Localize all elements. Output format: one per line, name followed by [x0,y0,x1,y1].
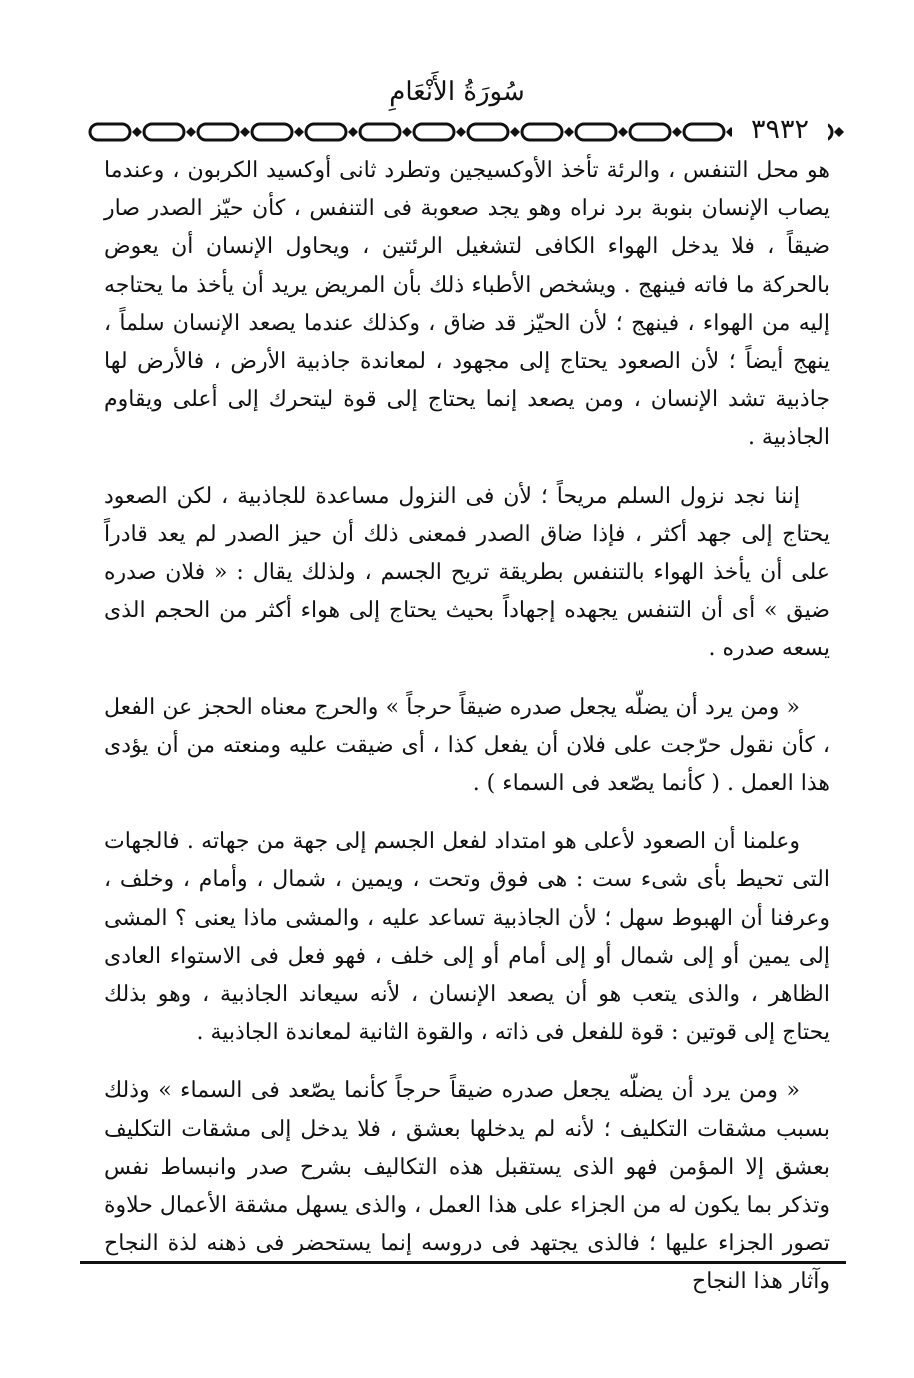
chain-link-6 [414,124,454,140]
chain-diamond-6 [456,127,466,137]
chain-link-5 [360,124,400,140]
chain-link-11 [684,124,724,140]
chain-link-7 [468,124,508,140]
chain-diamond-2 [240,127,250,137]
chain-diamond-1 [186,127,196,137]
chain-diamond-7 [510,127,520,137]
paragraph-3: « ومن يرد أن يضلّه يجعل صدره ضيقاً حرجاً » والحرج معناه الحجز عن الفعل ، كأن نقول حرّجت على فلان أن يفعل كذا ، أى ضيقت عليه ومنعته من أن يؤدى هذا العمل . ( كأنما يصّعد فى السماء ) . [104,694,830,797]
chain-link-9 [576,124,616,140]
chain-link-3 [252,124,292,140]
chain-diamond-9 [618,127,628,137]
paragraph-2: إننا نجد نزول السلم مريحاً ؛ لأن فى النزول مساعدة للجاذبية ، لكن الصعود يحتاج إلى جهد أكثر ، فإذا ضاق الصدر فمعنى ذلك أن حيز الصدر لم يعد قادراً على أن يأخذ الهواء بالتنفس بطريقة تريح الجسم ، ولذلك يقال : « فلان صدره ضيق » أى أن التنفس يجهده إجهاداً بحيث يحتاج إلى هواء أكثر من الحجم الذى يسعه صدره . [104,483,830,662]
surah-title: سُورَةُ الأَنْعَامِ [389,77,525,107]
page-number: ٣٩٣٢ [732,112,828,148]
chain-diamond-0 [132,127,142,137]
chain-diamond-13 [834,127,844,137]
chain-link-0 [90,124,130,140]
main-text [104,152,830,1322]
paragraph-1: هو محل التنفس ، والرئة تأخذ الأوكسيجين وتطرد ثانى أوكسيد الكربون ، وعندما يصاب الإنسان بنوبة برد نراه وهو يجد صعوبة فى التنفس ، كأن حيّز الصدر صار ضيقاً ، فلا يدخل الهواء الكافى لتشغيل الرئتين ، ويحاول الإنسان أن يعوض بالحركة ما فاته فينهج . ويشخص الأطباء ذلك بأن المريض يريد أن يأخذ ما يحتاجه إليه من الهواء ، فينهج ؛ لأن الحيّز قد ضاق ، وكذلك عندما يصعد الإنسان سلماً ، ينهج أيضاً ؛ لأن الصعود يحتاج إلى مجهود ، لمعاندة جاذبية الأرض ، فالأرض لها جاذبية تشد الإنسان ، ومن يصعد إنما يحتاج إلى قوة ليتحرك إلى أعلى ويقاوم الجاذبية . [104,158,830,451]
chain-diamond-5 [402,127,412,137]
paragraph-5: « ومن يرد أن يضلّه يجعل صدره ضيقاً حرجاً كأنما يصّعد فى السماء » وذلك بسبب مشقات التكليف ؛ لأنه لم يدخلها بعشق ، فلا يدخل إلى مشقات التكليف بعشق إلا المؤمن فهو الذى يستقبل هذه التكاليف بشرح صدر وانبساط نفس وتذكر بما يكون له من الجزاء على هذا العمل ، والذى يسهل مشقة الأعمال حلاوة تصور الجزاء عليها ؛ فالذى يجتهد فى دروسه إنما يستحضر فى ذهنه لذة النجاح وآثار هذا النجاح [104,1078,830,1295]
chain-link-1 [144,124,184,140]
footer-rule [80,1261,846,1264]
chain-diamond-8 [564,127,574,137]
chain-link-8 [522,124,562,140]
chain-diamond-10 [672,127,682,137]
chain-diamond-4 [348,127,358,137]
chain-diamond-3 [294,127,304,137]
chain-link-2 [198,124,238,140]
paragraph-4: وعلمنا أن الصعود لأعلى هو امتداد لفعل الجسم إلى جهة من جهاته . فالجهات التى تحيط بأى شىء ست : هى فوق وتحت ، ويمين ، شمال ، وأمام ، وخلف ، وعرفنا أن الهبوط سهل ؛ لأن الجاذبية تساعد عليه ، والمشى ماذا يعنى ؟ المشى إلى يمين أو إلى شمال أو إلى أمام أو إلى خلف ، فهو فعل فى الاستواء العادى الظاهر ، والذى يتعب هو أن يصعد الإنسان ، لأنه سيعاند الجاذبية ، وهو بذلك يحتاج إلى قوتين : قوة للفعل فى ذاته ، والقوة الثانية لمعاندة الجاذبية . [104,829,830,1046]
chain-link-10 [630,124,670,140]
chain-link-4 [306,124,346,140]
